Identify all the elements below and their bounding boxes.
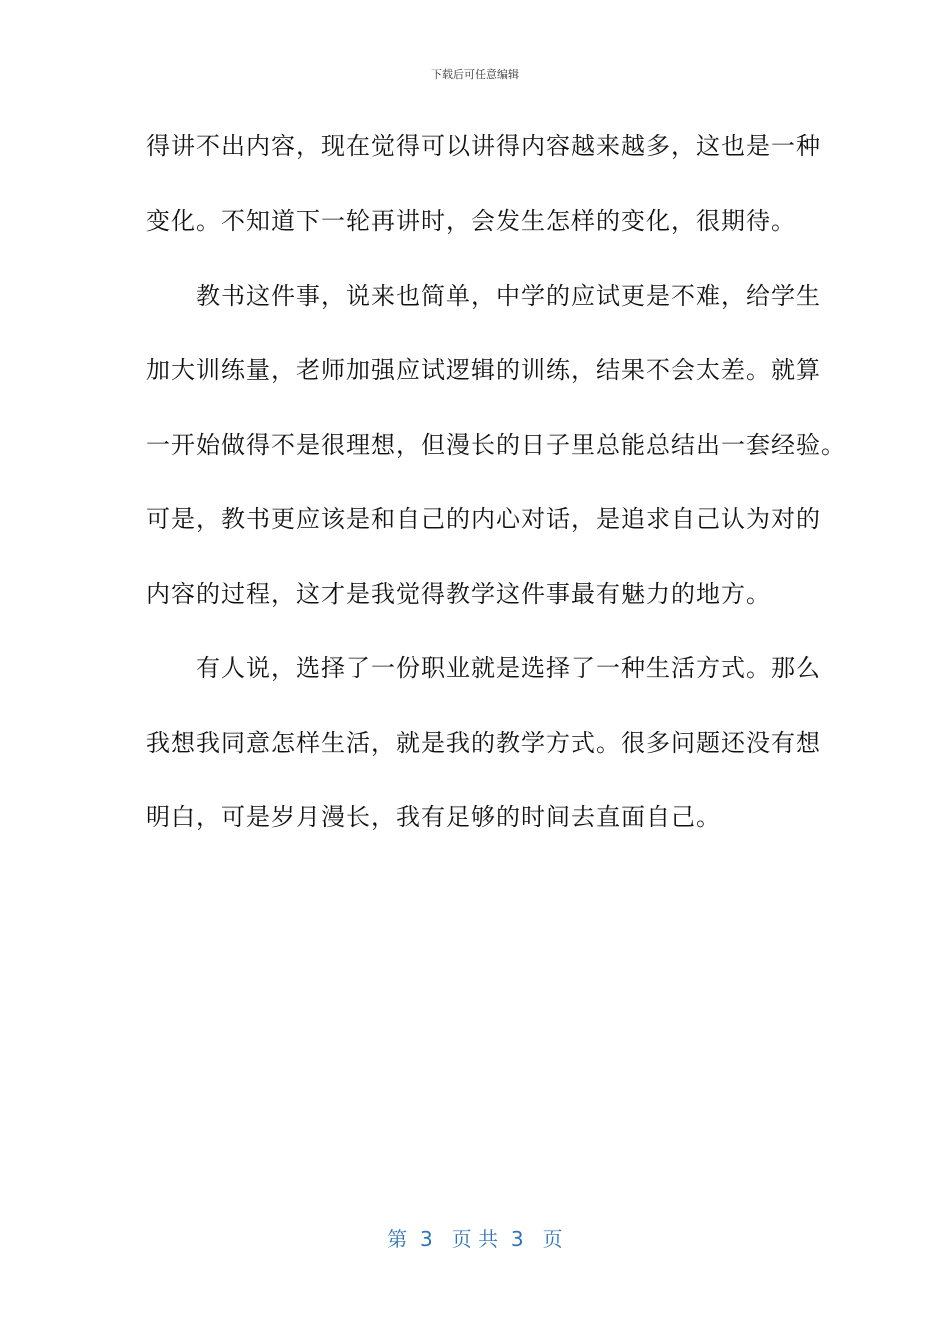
text-line: 明白，可是岁月漫长，我有足够的时间去直面自己。 (146, 803, 721, 831)
text-line: 有人说，选择了一份职业就是选择了一种生活方式。那么 (146, 654, 821, 682)
text-line: 变化。不知道下一轮再讲时，会发生怎样的变化，很期待。 (146, 207, 796, 235)
text-line: 可是，教书更应该是和自己的内心对话，是追求自己认为对的 (146, 505, 821, 533)
text-line: 一开始做得不是很理想，但漫长的日子里总能总结出一套经验。 (146, 431, 846, 459)
text-line: 教书这件事，说来也简单，中学的应试更是不难，给学生 (146, 282, 821, 310)
text-line: 我想我同意怎样生活，就是我的教学方式。很多问题还没有想 (146, 729, 821, 757)
text-line: 加大训练量，老师加强应试逻辑的训练，结果不会太差。就算 (146, 356, 821, 384)
page-header-note: 下载后可任意编辑 (431, 68, 519, 81)
page-number-footer: 第 3 页 共 3 页 (387, 1227, 563, 1251)
text-line: 得讲不出内容，现在觉得可以讲得内容越来越多，这也是一种 (146, 132, 821, 160)
text-line: 内容的过程，这才是我觉得教学这件事最有魅力的地方。 (146, 580, 771, 608)
